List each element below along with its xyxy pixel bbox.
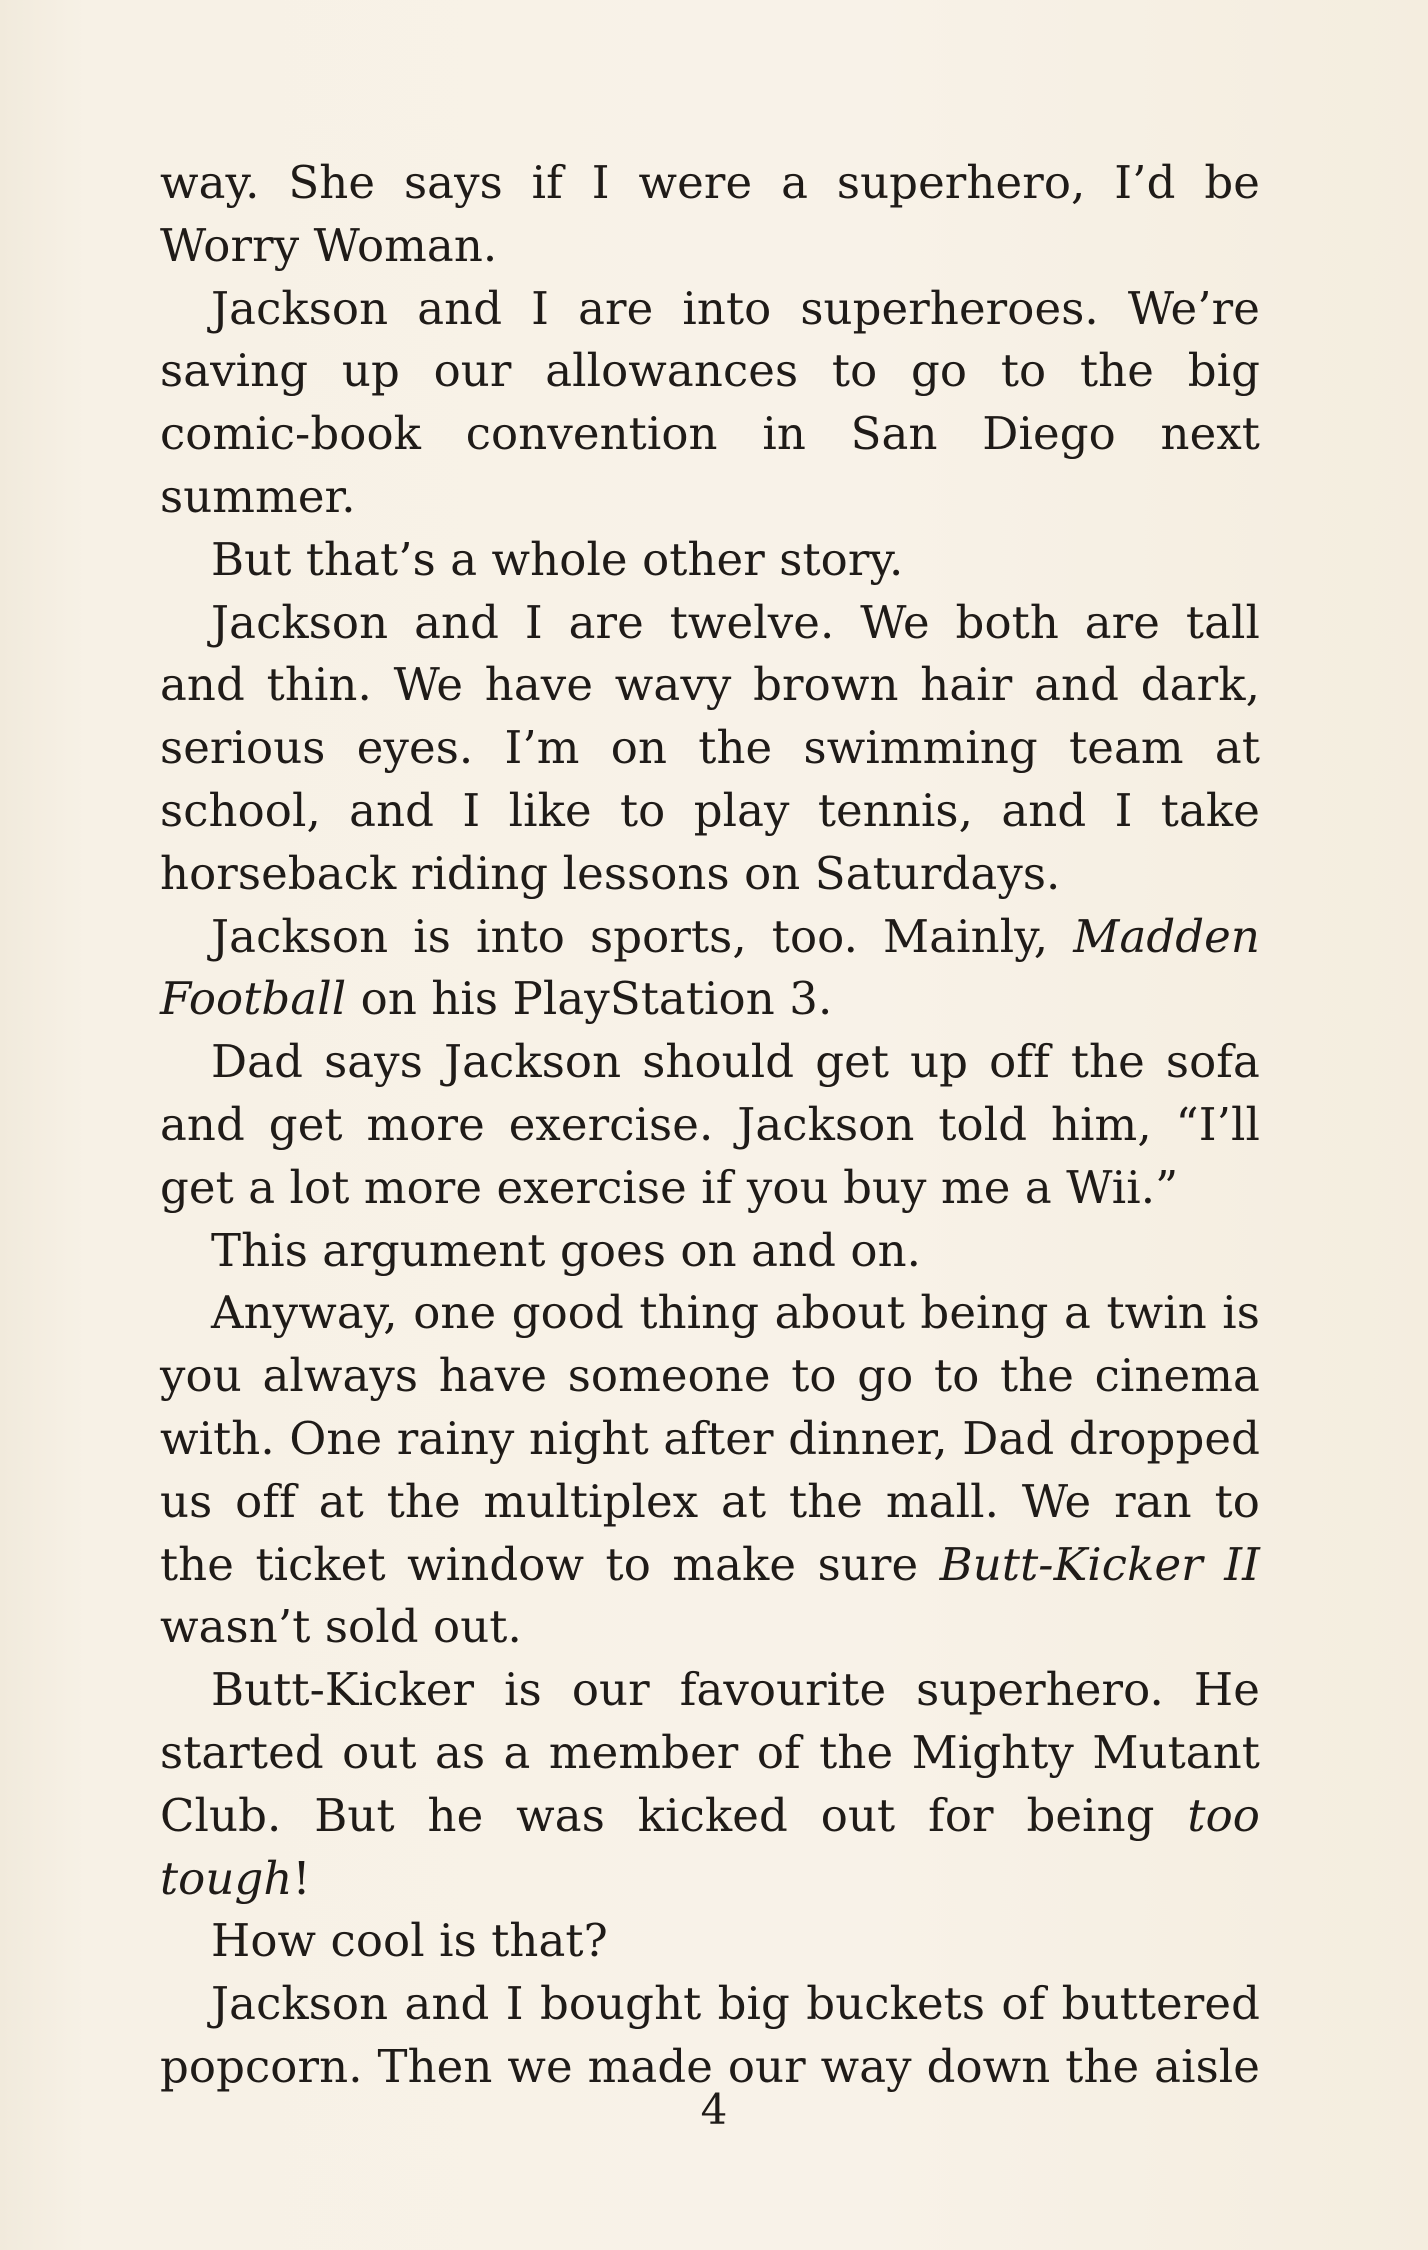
paragraph-8 [160,1282,1260,1659]
paragraph-3 [160,529,1260,592]
paragraph-5 [160,906,1260,1032]
paragraph-10-text: How cool is that? [211,1914,608,1968]
paragraph-6 [160,1031,1260,1219]
paragraph-4-text: Jackson and I are twelve. We both are tall and thin. We have wavy brown hair and dark, serious eyes. I’m on the swimming team at school, and I like to play tennis, and I take horseback riding lessons on Saturdays. [160,595,1260,900]
paragraph-11 [160,1973,1260,2099]
page-number: 4 [700,2085,728,2134]
paragraph-8-text-c: wasn’t sold out. [160,1600,522,1654]
paragraph-4 [160,592,1260,906]
paragraph-2 [160,278,1260,529]
page-text [160,152,1260,2099]
paragraph-8-text-a: Anyway, one good thing about being a twin is you always have someone to go to the cinema with. One rainy night after dinner, Dad dropped us off at the multiplex at the mall. We ran to the ticket window to make sure [160,1286,1260,1591]
paragraph-9 [160,1659,1260,1910]
paragraph-6-text: Dad says Jackson should get up off the sofa and get more exercise. Jackson told him, “I’ll get a lot more exercise if you buy me a Wii.” [160,1035,1260,1214]
paragraph-10 [160,1910,1260,1973]
paragraph-9-italic-phrase: too tough [160,1788,1260,1905]
paragraph-11-text: Jackson and I bought big buckets of buttered popcorn. Then we made our way down the aisle [160,1977,1260,2093]
paragraph-5-text-a: Jackson is into sports, too. Mainly, [211,909,1074,963]
paragraph-7-text: This argument goes on and on. [211,1223,922,1277]
paragraph-8-italic-title: Butt-Kicker II [939,1537,1260,1591]
paragraph-7 [160,1220,1260,1283]
paragraph-1-text: way. She says if I were a superhero, I’d be Worry Woman. [160,156,1260,272]
paragraph-1 [160,152,1260,278]
paragraph-2-text: Jackson and I are into superheroes. We’re saving up our allowances to go to the big comic-book convention in San Diego next summer. [160,281,1260,523]
paragraph-5-italic-title: Madden Football [160,909,1260,1026]
paragraph-5-text-c: on his PlayStation 3. [346,972,833,1026]
paragraph-9-text-a: Butt-Kicker is our favourite superhero. He started out as a member of the Mighty Mutant Club. But he was kicked out for being [160,1663,1260,1842]
paragraph-3-text: But that’s a whole other story. [211,532,904,586]
paragraph-9-text-c: ! [292,1851,311,1905]
